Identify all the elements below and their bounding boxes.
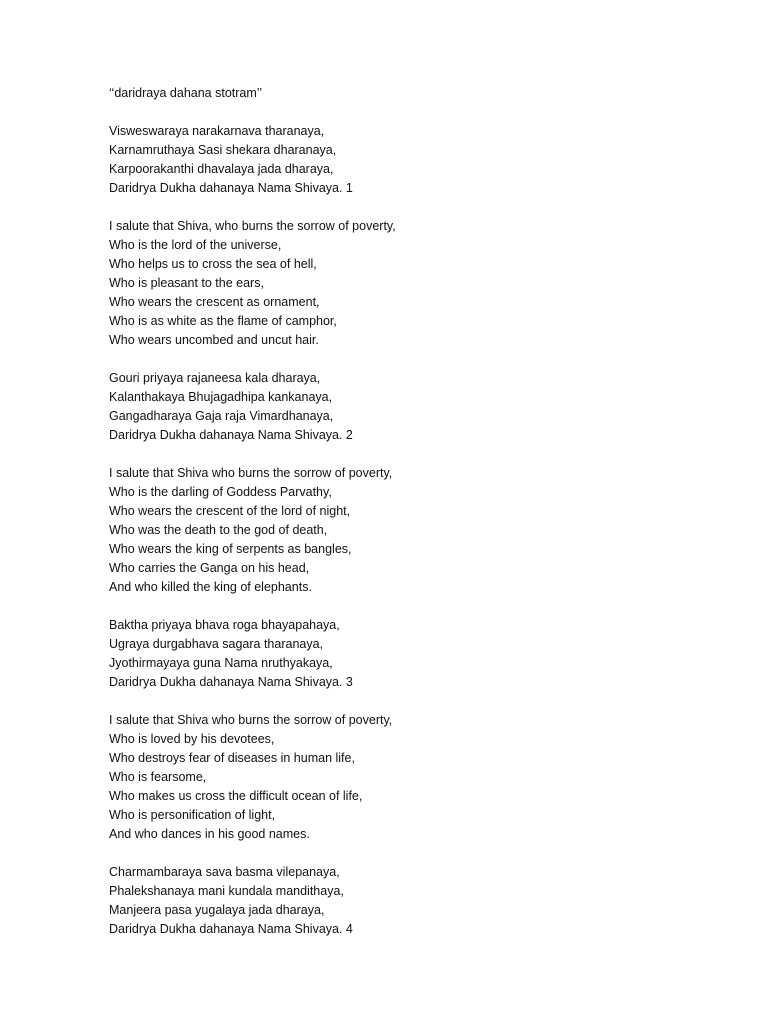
document-title: ‘‘daridraya dahana stotram’’: [109, 86, 263, 100]
verse-line: Gouri priyaya rajaneesa kala dharaya,: [109, 371, 321, 385]
translation-line: And who killed the king of elephants.: [109, 580, 312, 594]
stanza-2-translation: [109, 464, 729, 597]
translation-line: I salute that Shiva, who burns the sorrow of poverty,: [109, 219, 396, 233]
verse-line: Daridrya Dukha dahanaya Nama Shivaya. 4: [109, 922, 353, 936]
verse-line: Manjeera pasa yugalaya jada dharaya,: [109, 903, 325, 917]
verse-line: Baktha priyaya bhava roga bhayapahaya,: [109, 618, 340, 632]
verse-line: Daridrya Dukha dahanaya Nama Shivaya. 3: [109, 675, 353, 689]
stanza-3: [109, 616, 729, 692]
translation-line: I salute that Shiva who burns the sorrow of poverty,: [109, 713, 393, 727]
translation-line: Who is fearsome,: [109, 770, 207, 784]
translation-line: Who wears uncombed and uncut hair.: [109, 333, 319, 347]
verse-line: Daridrya Dukha dahanaya Nama Shivaya. 1: [109, 181, 353, 195]
translation-line: Who wears the crescent as ornament,: [109, 295, 320, 309]
verse-line: Karpoorakanthi dhavalaya jada dharaya,: [109, 162, 334, 176]
verse-line: Gangadharaya Gaja raja Vimardhanaya,: [109, 409, 334, 423]
translation-line: Who wears the king of serpents as bangles,: [109, 542, 352, 556]
translation-line: Who wears the crescent of the lord of night,: [109, 504, 351, 518]
verse-line: Daridrya Dukha dahanaya Nama Shivaya. 2: [109, 428, 353, 442]
translation-line: Who helps us to cross the sea of hell,: [109, 257, 317, 271]
translation-line: I salute that Shiva who burns the sorrow of poverty,: [109, 466, 393, 480]
translation-line: Who carries the Ganga on his head,: [109, 561, 310, 575]
stanza-1: [109, 122, 729, 198]
translation-line: Who makes us cross the difficult ocean of life,: [109, 789, 363, 803]
stanza-4: [109, 863, 729, 939]
stanza-2: [109, 369, 729, 445]
translation-line: Who is the lord of the universe,: [109, 238, 282, 252]
translation-line: Who is personification of light,: [109, 808, 276, 822]
translation-line: Who destroys fear of diseases in human life,: [109, 751, 355, 765]
verse-line: Karnamruthaya Sasi shekara dharanaya,: [109, 143, 337, 157]
stanza-1-translation: [109, 217, 729, 350]
translation-line: Who is as white as the flame of camphor,: [109, 314, 337, 328]
translation-line: Who is pleasant to the ears,: [109, 276, 264, 290]
translation-line: Who is the darling of Goddess Parvathy,: [109, 485, 332, 499]
translation-line: Who is loved by his devotees,: [109, 732, 275, 746]
verse-line: Jyothirmayaya guna Nama nruthyakaya,: [109, 656, 333, 670]
verse-line: Phalekshanaya mani kundala mandithaya,: [109, 884, 344, 898]
translation-line: And who dances in his good names.: [109, 827, 310, 841]
verse-line: Charmambaraya sava basma vilepanaya,: [109, 865, 340, 879]
document-content: [109, 84, 729, 939]
stanza-3-translation: [109, 711, 729, 844]
translation-line: Who was the death to the god of death,: [109, 523, 328, 537]
verse-line: Kalanthakaya Bhujagadhipa kankanaya,: [109, 390, 333, 404]
verse-line: Visweswaraya narakarnava tharanaya,: [109, 124, 325, 138]
verse-line: Ugraya durgabhava sagara tharanaya,: [109, 637, 324, 651]
